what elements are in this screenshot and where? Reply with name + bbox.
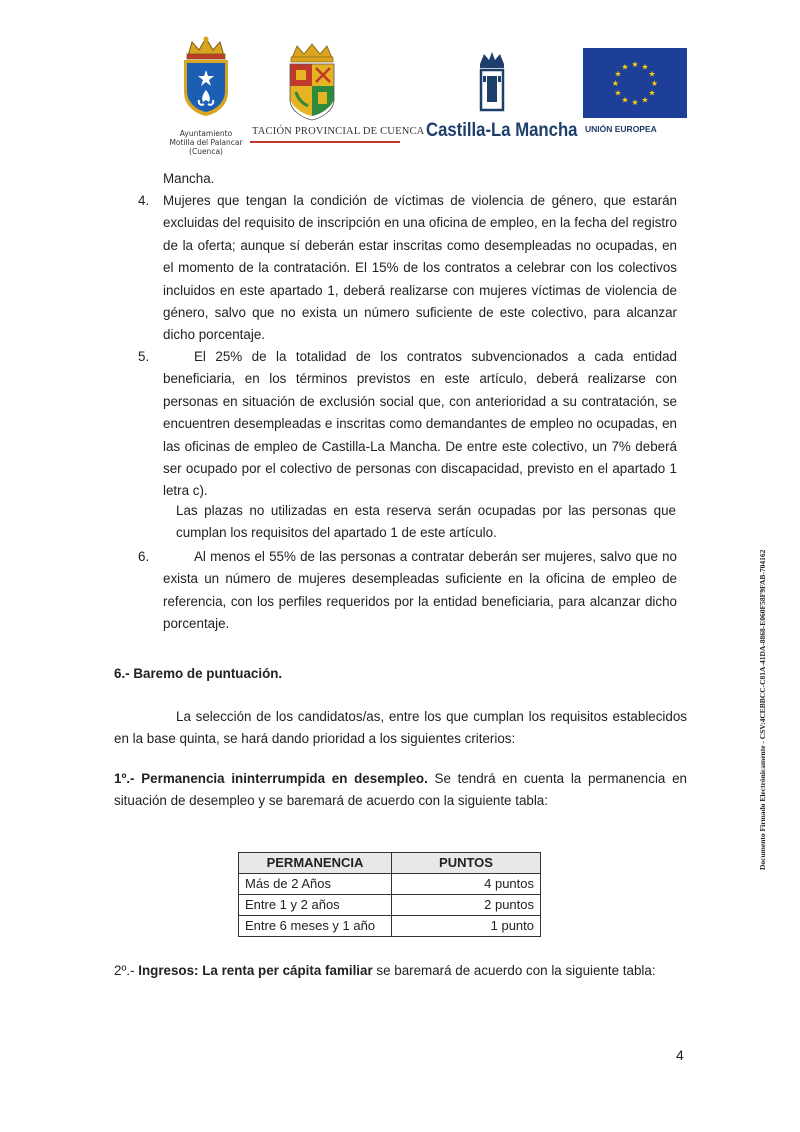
section-intro: La selección de los candidatos/as, entre los que cumplan los requisitos establecidos en la base quinta, se hará dando prioridad a los siguientes criterios: (114, 709, 687, 747)
table-cell: Entre 1 y 2 años (239, 895, 392, 916)
svg-text:★: ★ (650, 79, 659, 88)
diputacion-label: TACIÓN PROVINCIAL DE CUENCA (252, 126, 425, 137)
table-cell: Más de 2 Años (239, 874, 392, 895)
table-cell: 2 puntos (392, 895, 541, 916)
clm-tower-icon (472, 50, 512, 112)
criterion-2-text: se baremará de acuerdo con la siguiente tabla: (372, 963, 656, 978)
diputacion-logo (250, 42, 425, 152)
table-cell: 1 punto (392, 916, 541, 937)
list-number-4: 4. (138, 193, 150, 208)
svg-text:★: ★ (621, 62, 629, 72)
table-row (239, 916, 541, 937)
diputacion-underline (250, 141, 400, 143)
svg-text:★: ★ (621, 95, 629, 105)
svg-text:★: ★ (631, 98, 639, 107)
diputacion-shield-icon (250, 42, 400, 122)
table-header-puntos: PUNTOS (392, 853, 541, 874)
list-number-5: 5. (138, 349, 150, 364)
clm-logo (424, 50, 578, 150)
ayuntamiento-caption-line: Ayuntamiento (179, 129, 233, 138)
criterion-1 (114, 768, 687, 813)
ayuntamiento-caption-line: Motilla del Palancar (169, 138, 243, 147)
svg-text:★: ★ (641, 95, 649, 105)
table-row (239, 895, 541, 916)
section-title: 6.- Baremo de puntuación. (114, 666, 283, 681)
table-row (239, 874, 541, 895)
ayuntamiento-caption-line: (Cuenca) (189, 147, 223, 156)
svg-text:★: ★ (614, 69, 622, 79)
ayuntamiento-shield-icon (166, 34, 246, 118)
svg-text:★: ★ (631, 60, 639, 69)
svg-text:★: ★ (648, 88, 656, 98)
table-header-permanencia: PERMANENCIA (239, 853, 392, 874)
criterion-2-prefix: 2º.- (114, 963, 139, 978)
eu-flag-icon (583, 48, 687, 118)
ue-label: UNIÓN EUROPEA (585, 124, 657, 134)
svg-text:★: ★ (614, 88, 622, 98)
page-number: 4 (676, 1047, 684, 1063)
table-cell: 4 puntos (392, 874, 541, 895)
electronic-signature-note: Documento Firmado Electrónicamente - CSV:4CEBBCC-C81A-41DA-8868-E060F58F9FAB-704162 (758, 549, 767, 870)
list-item-5-note: Las plazas no utilizadas en esta reserva serán ocupadas por las personas que cumplan los requisitos del apartado 1 de este artículo. (176, 503, 676, 541)
criterion-1-title: 1º.- Permanencia ininterrumpida en desempleo. (114, 771, 428, 786)
ayuntamiento-logo (166, 34, 246, 154)
permanencia-table (238, 852, 541, 937)
list-item-5: El 25% de la totalidad de los contratos subvencionados a cada entidad beneficiaria, en los términos previstos en este artículo, deberá realizarse con personas en situación de exclusión social que, con anterioridad a su contratación, se encuentren desempleadas e inscritas como demandantes de empleo no ocupadas, en las oficinas de empleo de Castilla-La Mancha. De entre este colectivo, un 7% deberá ser ocupado por el colectivo de personas con discapacidad, previsto en el apartado 1 letra c). (163, 349, 677, 499)
continuation-text: Mancha. (163, 171, 215, 186)
header-logos (0, 30, 800, 155)
table-header-row (239, 853, 541, 874)
table-cell: Entre 6 meses y 1 año (239, 916, 392, 937)
list-item-4: Mujeres que tengan la condición de víctimas de violencia de género, que estarán excluidas del requisito de inscripción en una oficina de empleo, en la fecha del registro de la oferta; aunque sí deberán estar inscritas como desempleadas no ocupadas, en el momento de la contratación. El 15% de los contratos a celebrar con los colectivos incluidos en este apartado 1, deberá realizarse con mujeres víctimas de violencia de género, salvo que no exista un número suficiente de este colectivo, para alcanzar dicho porcentaje. (163, 193, 677, 343)
criterion-2 (114, 960, 687, 982)
svg-text:★: ★ (648, 69, 656, 79)
list-number-6: 6. (138, 549, 150, 564)
list-item-6: Al menos el 55% de las personas a contratar deberán ser mujeres, salvo que no exista un número de mujeres desempleadas suficiente en la oficina de empleo de referencia, con los perfiles requeridos por la entidad beneficiaria, para alcanzar dicho porcentaje. (163, 549, 677, 632)
criterion-2-title: Ingresos: La renta per cápita familiar (138, 963, 373, 978)
criterion-1-text: Se tendrá en cuenta la permanencia en situación de desempleo y se baremará de acuerdo con la siguiente tabla: (114, 771, 687, 809)
svg-text:★: ★ (641, 62, 649, 72)
ayuntamiento-caption (166, 129, 246, 156)
clm-label: Castilla-La Mancha (426, 120, 578, 141)
svg-text:★: ★ (611, 79, 620, 88)
ue-logo (583, 48, 687, 148)
